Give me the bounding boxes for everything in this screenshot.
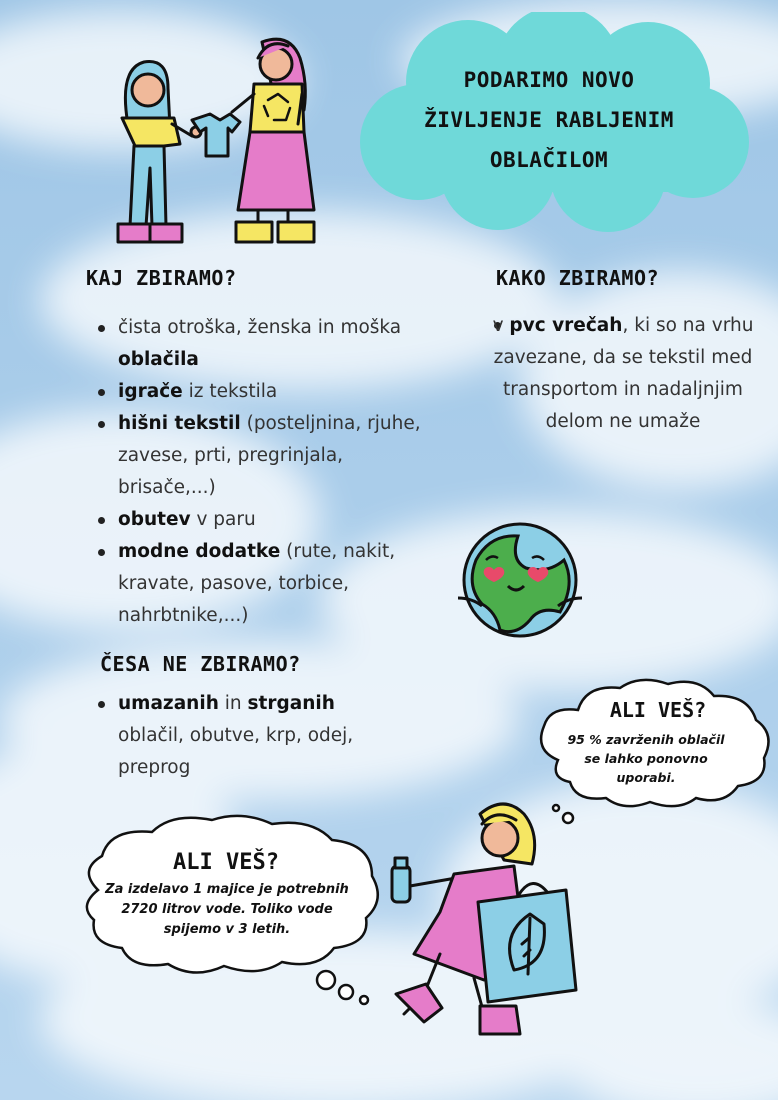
list-item: čista otroška, ženska in moška oblačila <box>96 312 446 376</box>
kaj-zbiramo-list <box>96 312 446 632</box>
woman-with-bag-illustration <box>384 794 584 1094</box>
list-item: hišni tekstil (posteljnina, rjuhe, zavese, prti, pregrinjala, brisače,...) <box>96 408 446 504</box>
title-line-3: OBLAČILOM <box>489 148 609 172</box>
title-line-1: PODARIMO NOVO <box>463 68 635 92</box>
kako-zbiramo-text: v pvc vrečah, ki so na vrhu zavezane, da se tekstil med transportom in nadaljnjim delom ne umaže <box>492 315 754 432</box>
kaj-zbiramo-heading: KAJ ZBIRAMO? <box>86 266 237 290</box>
cesa-ne-zbiramo-list <box>96 688 396 784</box>
bubble-left-text: Za izdelavo 1 majice je potrebnih 2720 litrov vode. Toliko vode spijemo v 3 letih. <box>105 882 349 937</box>
bubble-right-title: ALI VEŠ? <box>609 698 707 722</box>
bubble-right-text: 95 % zavrženih oblačil se lahko ponovno uporabi. <box>567 732 725 785</box>
cesa-ne-zbiramo-heading: ČESA NE ZBIRAMO? <box>100 652 301 676</box>
list-item: modne dodatke (rute, nakit, kravate, pasove, torbice, nahrbtnike,...) <box>96 536 446 632</box>
kako-zbiramo-heading: KAKO ZBIRAMO? <box>496 266 660 290</box>
title-line-2: ŽIVLJENJE RABLJENIM <box>424 108 674 132</box>
page-title <box>372 60 726 180</box>
bubble-left-title: ALI VEŠ? <box>173 850 279 875</box>
list-item: obutev v paru <box>96 504 446 536</box>
earth-icon <box>456 520 586 640</box>
people-exchanging-shirt-illustration <box>108 28 318 248</box>
list-item: umazanih in strganih oblačil, obutve, krp, odej, preprog <box>96 688 396 784</box>
list-item: igrače iz tekstila <box>96 376 446 408</box>
